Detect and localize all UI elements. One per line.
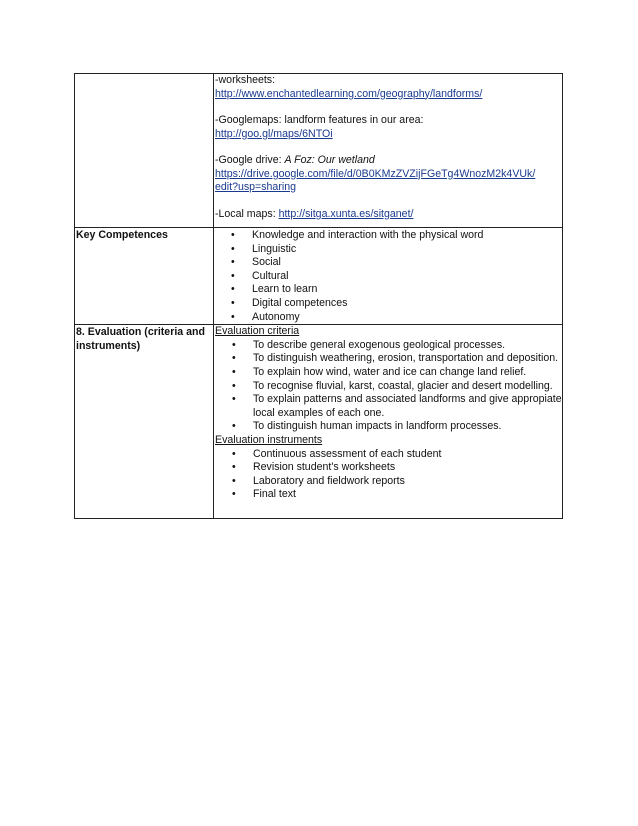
bullet-icon: • [232, 420, 236, 433]
bullet-icon: • [231, 256, 235, 269]
evaluation-cell [214, 325, 563, 519]
gdrive-link-line1[interactable]: https://drive.google.com/file/d/0B0KMzZVZijFGeTg4WnozM2k4VUk/ [215, 167, 536, 180]
bullet-icon: • [232, 352, 236, 365]
list-item: • Laboratory and fieldwork reports [232, 474, 405, 487]
key-competences-list [214, 228, 562, 324]
googlemaps-link[interactable]: http://goo.gl/maps/6NTOi [215, 127, 333, 140]
instruments-heading: Evaluation instruments [215, 433, 323, 446]
resources-cell [214, 74, 563, 228]
bullet-icon: • [232, 488, 236, 501]
worksheets-link[interactable]: http://www.enchantedlearning.com/geography/landforms/ [215, 87, 483, 100]
localmaps-label: -Local maps: [215, 207, 279, 220]
bullet-icon: • [232, 461, 236, 474]
evaluation-label: 8. Evaluation (criteria and instruments) [75, 325, 214, 519]
key-competences-label: Key Competences [75, 228, 214, 325]
list-item: • To describe general exogenous geological processes. [232, 338, 506, 351]
localmaps-line [215, 208, 562, 222]
list-item: • Learn to learn [231, 283, 318, 296]
gdrive-resource [215, 154, 562, 195]
bullet-icon: • [231, 310, 235, 323]
bullet-icon: • [232, 474, 236, 487]
bullet-icon: • [231, 296, 235, 309]
resources-row [75, 74, 563, 228]
list-item: • Social [231, 256, 281, 269]
gdrive-label-prefix: -Google drive: [215, 154, 285, 166]
localmaps-resource [215, 208, 562, 222]
key-competences-cell [214, 228, 563, 325]
bullet-icon: • [232, 365, 236, 378]
list-item: • Digital competences [231, 296, 348, 309]
localmaps-link[interactable]: http://sitga.xunta.es/sitganet/ [278, 207, 414, 220]
worksheets-resource [215, 74, 562, 101]
list-item: • To distinguish weathering, erosion, transportation and deposition. [232, 352, 559, 365]
googlemaps-label: -Googlemaps: landform features in our area: [215, 114, 424, 126]
bullet-icon: • [232, 338, 236, 351]
list-item: • Revision student's worksheets [232, 461, 396, 474]
list-item: • To distinguish human impacts in landform processes. [232, 420, 502, 433]
googlemaps-resource [215, 114, 562, 141]
list-item: • To explain patterns and associated landforms and give appropiate local examples of each one. [232, 393, 562, 419]
bullet-icon: • [232, 393, 236, 406]
key-competences-row [75, 228, 563, 325]
bullet-icon: • [232, 379, 236, 392]
list-item: • Autonomy [231, 310, 300, 323]
evaluation-row [75, 325, 563, 519]
bullet-icon: • [231, 283, 235, 296]
instruments-list [215, 448, 562, 502]
list-item: • To explain how wind, water and ice can change land relief. [232, 365, 527, 378]
bullet-icon: • [231, 242, 235, 255]
list-item: • Linguistic [231, 242, 297, 255]
gdrive-link-line2[interactable]: edit?usp=sharing [215, 181, 296, 193]
list-item: • Knowledge and interaction with the physical word [231, 229, 484, 241]
criteria-list [215, 339, 562, 434]
list-item: • To recognise fluvial, karst, coastal, glacier and desert modelling. [232, 379, 553, 392]
bullet-icon: • [232, 447, 236, 460]
list-item: • Continuous assessment of each student [232, 447, 442, 460]
bullet-icon: • [231, 269, 235, 282]
gdrive-label [215, 154, 562, 168]
criteria-heading: Evaluation criteria [215, 325, 300, 338]
lesson-plan-table [74, 73, 563, 519]
worksheets-label: -worksheets: [215, 74, 276, 86]
list-item: • Final text [232, 488, 296, 501]
resources-label-cell [75, 74, 214, 228]
gdrive-label-title: A Foz: Our wetland [284, 154, 375, 166]
list-item: • Cultural [231, 269, 289, 282]
bullet-icon: • [231, 229, 235, 241]
